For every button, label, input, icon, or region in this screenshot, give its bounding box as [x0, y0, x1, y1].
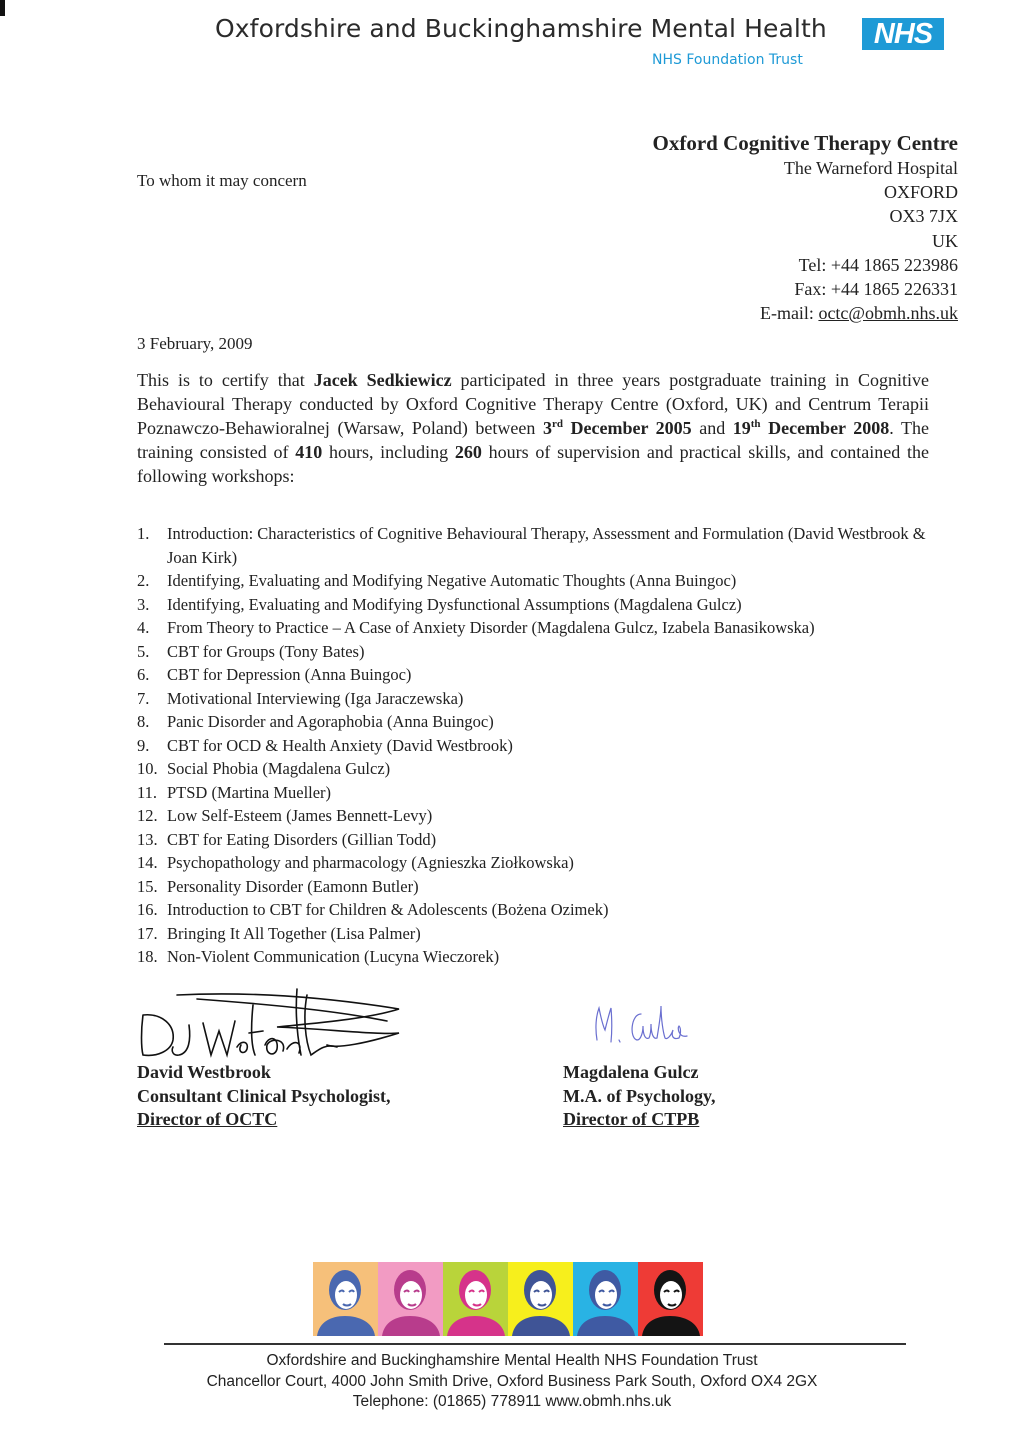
end-month-year: December 2008: [760, 418, 890, 438]
workshop-item: [137, 710, 937, 734]
portrait-tile: [443, 1262, 508, 1336]
certification-paragraph: [137, 368, 929, 488]
workshop-item: [137, 804, 937, 828]
workshop-number: 4.: [137, 618, 150, 637]
handwritten-signature-icon: [563, 1000, 703, 1050]
recipient-salutation: To whom it may concern: [137, 171, 307, 190]
workshop-item: [137, 851, 937, 875]
workshop-number: 13.: [137, 829, 158, 849]
workshop-text: CBT for Depression (Anna Buingoc): [167, 665, 412, 684]
workshop-item: [137, 593, 937, 617]
workshop-text: Identifying, Evaluating and Modifying Negative Automatic Thoughts (Anna Buingoc): [167, 571, 737, 590]
workshop-item: [137, 687, 937, 711]
workshop-item: [137, 663, 937, 687]
body-text: hours of supervision and practical skills, and contained the following workshops:: [137, 442, 929, 486]
footer: [0, 1351, 1024, 1413]
portrait-icon: [508, 1262, 573, 1336]
workshop-text: Panic Disorder and Agoraphobia (Anna Buingoc): [167, 712, 494, 731]
end-day: 19: [732, 418, 751, 438]
workshop-number: 12.: [137, 806, 158, 825]
body-text: This is to certify that: [137, 370, 314, 390]
workshop-number: 6.: [137, 665, 150, 684]
workshop-item: [137, 640, 937, 664]
workshop-text: From Theory to Practice – A Case of Anxiety Disorder (Magdalena Gulcz, Izabela Banasikowska): [167, 618, 815, 637]
workshop-item: [137, 757, 937, 781]
portrait-tile: [573, 1262, 638, 1336]
portrait-icon: [573, 1262, 638, 1336]
workshop-number: 7.: [137, 688, 150, 708]
handwritten-signature-icon: [137, 985, 417, 1060]
address-line: UK: [932, 230, 958, 251]
workshop-number: 14.: [137, 853, 158, 872]
signature-westbrook: [137, 985, 417, 1060]
workshop-item: [137, 522, 937, 569]
workshop-item: [137, 922, 937, 946]
signatory-gulcz-details: [563, 1061, 716, 1132]
footer-address: Chancellor Court, 4000 John Smith Drive, Oxford Business Park South, Oxford OX4 2GX: [206, 1372, 818, 1390]
workshop-text: Bringing It All Together (Lisa Palmer): [167, 923, 421, 943]
trust-name: Oxfordshire and Buckinghamshire Mental Health: [215, 14, 827, 43]
body-text: . The training consisted of: [137, 418, 929, 462]
sender-name: Oxford Cognitive Therapy Centre: [652, 131, 958, 155]
portrait-tile: [508, 1262, 573, 1336]
email-label: E-mail:: [759, 303, 819, 324]
body-text: and: [691, 418, 733, 438]
signature-gulcz: [563, 1000, 703, 1050]
workshop-text: Psychopathology and pharmacology (Agnieszka Ziołkowska): [167, 853, 574, 872]
workshop-text: Social Phobia (Magdalena Gulcz): [167, 759, 391, 778]
email-link[interactable]: octc@obmh.nhs.uk: [818, 303, 958, 324]
workshop-text: Low Self-Esteem (James Bennett-Levy): [167, 806, 433, 825]
workshop-text: Personality Disorder (Eamonn Butler): [167, 876, 419, 896]
address-line: The Warneford Hospital: [783, 158, 958, 178]
start-day: 3: [542, 418, 552, 438]
workshop-number: 15.: [137, 876, 158, 896]
workshop-number: 9.: [137, 735, 150, 755]
workshop-text: Introduction to CBT for Children & Adolescents (Bożena Ozimek): [167, 900, 609, 919]
workshop-number: 11.: [137, 782, 158, 802]
workshop-text: CBT for Eating Disorders (Gillian Todd): [167, 829, 437, 849]
workshop-text: Introduction: Characteristics of Cognitive Behavioural Therapy, Assessment and Formulation (David Westbrook & Joan Kirk): [167, 524, 926, 567]
workshop-list: [137, 522, 937, 969]
workshop-text: Motivational Interviewing (Iga Jaraczewska): [167, 688, 464, 708]
photo-strip: [313, 1262, 703, 1336]
workshop-item: [137, 781, 937, 805]
signatory-westbrook-details: [137, 1061, 391, 1132]
workshop-text: PTSD (Martina Mueller): [167, 782, 332, 802]
sender-tel: Tel: +44 1865 223986: [798, 254, 958, 275]
workshop-number: 2.: [137, 571, 150, 590]
workshop-text: CBT for Groups (Tony Bates): [167, 641, 365, 661]
workshop-item: [137, 616, 937, 640]
workshop-item: [137, 734, 937, 758]
total-hours: 410: [295, 442, 323, 462]
start-date: [543, 418, 692, 438]
workshop-item: [137, 569, 937, 593]
scan-corner-mark: [0, 0, 5, 16]
workshop-number: 3.: [137, 594, 150, 614]
end-date: [733, 418, 890, 438]
footer-trust-name: Oxfordshire and Buckinghamshire Mental Health NHS Foundation Trust: [266, 1352, 758, 1369]
trust-subtitle: NHS Foundation Trust: [652, 52, 803, 68]
start-day-suffix: rd: [551, 418, 563, 430]
supervision-hours: 260: [454, 442, 482, 462]
workshop-number: 8.: [137, 712, 150, 731]
workshop-item: [137, 945, 937, 969]
signatory-title: Consultant Clinical Psychologist,: [137, 1085, 391, 1106]
portrait-icon: [313, 1262, 378, 1336]
portrait-icon: [443, 1262, 508, 1336]
workshop-number: 1.: [137, 524, 150, 543]
workshop-number: 17.: [137, 923, 158, 943]
body-text: participated in three years postgraduate training in Cognitive Behavioural Therapy conducted by Oxford Cognitive Therapy Centre (Oxford, UK) and Centrum Terapii Poznawczo-Behawioralnej (Warsaw, Poland) between: [137, 370, 929, 438]
portrait-tile: [313, 1262, 378, 1336]
signatory-role: Director of OCTC: [137, 1109, 278, 1129]
participant-name: Jacek Sedkiewicz: [313, 370, 452, 390]
signatory-name: David Westbrook: [137, 1062, 271, 1082]
nhs-logo: NHS: [862, 18, 944, 50]
portrait-icon: [378, 1262, 443, 1336]
address-line: OX3 7JX: [889, 206, 958, 227]
end-day-suffix: th: [750, 418, 761, 430]
workshop-number: 5.: [137, 641, 150, 661]
body-text: hours, including: [322, 442, 455, 462]
workshop-number: 10.: [137, 759, 158, 778]
workshop-item: [137, 828, 937, 852]
sender-address-block: [653, 130, 958, 325]
start-month-year: December 2005: [562, 418, 692, 438]
signatory-title: M.A. of Psychology,: [563, 1085, 716, 1106]
workshop-text: Non-Violent Communication (Lucyna Wieczorek): [167, 947, 500, 966]
signatory-name: Magdalena Gulcz: [563, 1062, 699, 1082]
workshop-number: 18.: [137, 947, 158, 966]
portrait-tile: [378, 1262, 443, 1336]
portrait-icon: [638, 1262, 703, 1336]
sender-email-row: [653, 301, 958, 325]
letter-date: 3 February, 2009: [137, 334, 253, 353]
portrait-tile: [638, 1262, 703, 1336]
footer-contact: Telephone: (01865) 778911 www.obmh.nhs.uk: [352, 1393, 672, 1410]
workshop-number: 16.: [137, 900, 158, 919]
workshop-text: Identifying, Evaluating and Modifying Dysfunctional Assumptions (Magdalena Gulcz): [167, 594, 742, 614]
address-line: OXFORD: [883, 182, 958, 203]
workshop-item: [137, 875, 937, 899]
signatory-role: Director of CTPB: [563, 1109, 700, 1129]
footer-divider: [164, 1343, 906, 1345]
sender-fax: Fax: +44 1865 226331: [794, 279, 958, 300]
workshop-item: [137, 898, 937, 922]
workshop-text: CBT for OCD & Health Anxiety (David Westbrook): [167, 735, 513, 755]
